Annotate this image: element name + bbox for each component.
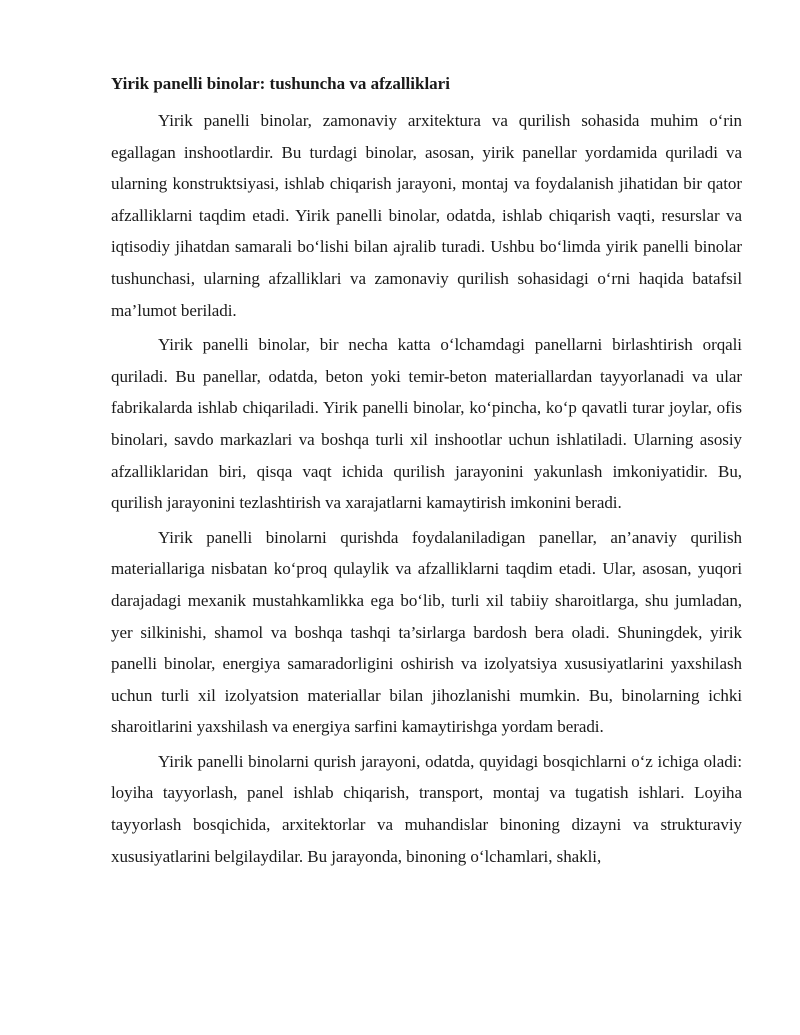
paragraph-3: Yirik panelli binolarni qurishda foydalaniladigan panellar, an’anaviy qurilish materiallariga nisbatan ko‘proq qulaylik va afzalliklarni taqdim etadi. Ular, asosan, yuqori darajadagi mexanik mustahkamlikka ega bo‘lib, turli xil tabiiy sharoitlarga, shu jumladan, yer silkinishi, shamol va boshqa tashqi ta’sirlarga bardosh bera oladi. Shuningdek, yirik panelli binolar, energiya samaradorligini oshirish va izolyatsiya xususiyatlarini yaxshilash uchun turli xil izolyatsion materiallar bilan jihozlanishi mumkin. Bu, binolarning ichki sharoitlarini yaxshilash va energiya sarfini kamaytirishga yordam beradi. bbox=[111, 527, 742, 737]
paragraph-4: Yirik panelli binolarni qurish jarayoni, odatda, quyidagi bosqichlarni o‘z ichiga oladi: loyiha tayyorlash, panel ishlab chiqarish, transport, montaj va tugatish ishlari. Loyiha tayyorlash bosqichida, arxitektorlar va muhandislar binoning dizayni va strukturaviy xususiyatlarini belgilaydilar. Bu jarayonda, binoning o‘lchamlari, shakli, bbox=[111, 751, 742, 866]
paragraph-1: Yirik panelli binolar, zamonaviy arxitektura va qurilish sohasida muhim o‘rin egallagan inshootlardir. Bu turdagi binolar, asosan, yirik panellar yordamida quriladi va ularning konstruktsiyasi, ishlab chiqarish jarayoni, montaj va foydalanish jihatidan bir qator afzalliklarni taqdim etadi. Yirik panelli binolar, odatda, ishlab chiqarish vaqti, resurslar va iqtisodiy jihatdan samarali bo‘lishi bilan ajralib turadi. Ushbu bo‘limda yirik panelli binolar tushunchasi, ularning afzalliklari va zamonaviy qurilish sohasidagi o‘rni haqida batafsil ma’lumot beriladi. bbox=[111, 111, 742, 320]
document-title: Yirik panelli binolar: tushuncha va afzalliklari bbox=[111, 74, 450, 93]
paragraph-2: Yirik panelli binolar, bir necha katta o‘lchamdagi panellarni birlashtirish orqali quriladi. Bu panellar, odatda, beton yoki temir-beton materiallardan tayyorlanadi va ular fabrikalarda ishlab chiqariladi. Yirik panelli binolar, ko‘pincha, ko‘p qavatli turar joylar, ofis binolari, savdo markazlari va boshqa turli xil inshootlar uchun ishlatiladi. Ularning asosiy afzalliklaridan biri, qisqa vaqt ichida qurilish jarayonini yakunlash imkoniyatidir. Bu, qurilish jarayonini tezlashtirish va xarajatlarni kamaytirish imkonini beradi. bbox=[111, 335, 742, 513]
document-page bbox=[111, 70, 742, 875]
